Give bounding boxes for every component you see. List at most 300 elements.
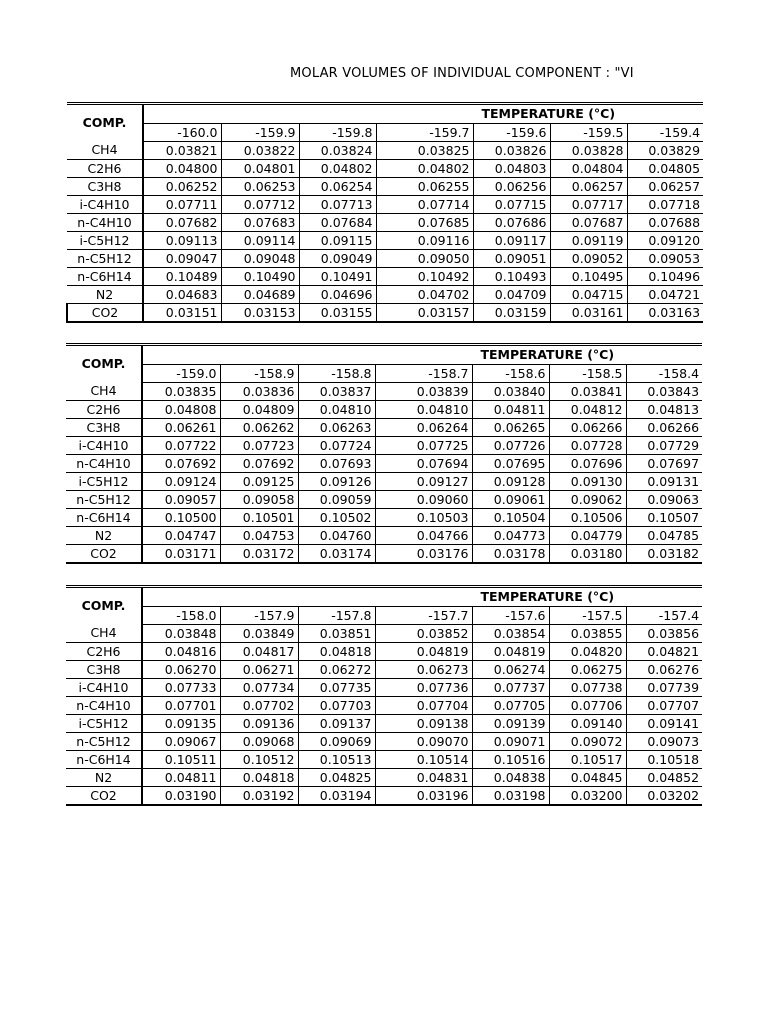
molar-volume-cell: 0.04825 — [298, 769, 375, 787]
molar-volume-cell: 0.06273 — [375, 661, 472, 679]
molar-volume-cell: 0.04838 — [472, 769, 549, 787]
temperature-cell: -159.8 — [299, 124, 376, 142]
temperature-cell: -158.0 — [142, 607, 220, 625]
component-name: n-C4H10 — [66, 697, 142, 715]
molar-volume-cell: 0.07682 — [143, 214, 221, 232]
table-row — [66, 625, 702, 643]
molar-volume-cell: 0.07712 — [221, 196, 299, 214]
molar-volume-cell: 0.03824 — [299, 142, 376, 160]
molar-volume-cell: 0.03843 — [626, 383, 702, 401]
component-name: i-C5H12 — [66, 473, 142, 491]
table-row — [67, 232, 703, 250]
table-row — [66, 545, 702, 564]
molar-volume-cell: 0.07714 — [376, 196, 473, 214]
molar-volume-cell: 0.09139 — [472, 715, 549, 733]
temperature-header: TEMPERATURE (°C) — [142, 345, 702, 365]
table-header-row — [66, 345, 702, 365]
comp-column-header: COMP. — [66, 587, 142, 625]
component-name: i-C5H12 — [67, 232, 143, 250]
molar-volume-cell: 0.07705 — [472, 697, 549, 715]
molar-volume-cell: 0.07694 — [375, 455, 472, 473]
molar-volume-cell: 0.04811 — [472, 401, 549, 419]
table-header-row — [67, 104, 703, 124]
molar-volume-cell: 0.09124 — [142, 473, 220, 491]
molar-volume-cell: 0.07695 — [472, 455, 549, 473]
molar-volume-cell: 0.03157 — [376, 304, 473, 323]
molar-volume-cell: 0.03839 — [375, 383, 472, 401]
molar-volume-cell: 0.06275 — [549, 661, 626, 679]
table-row — [66, 401, 702, 419]
molar-volume-cell: 0.04812 — [549, 401, 626, 419]
molar-volume-cell: 0.04702 — [376, 286, 473, 304]
molar-volume-cell: 0.04845 — [549, 769, 626, 787]
molar-volume-cell: 0.07733 — [142, 679, 220, 697]
molar-volume-cell: 0.07687 — [550, 214, 627, 232]
molar-volume-cell: 0.04715 — [550, 286, 627, 304]
molar-volume-cell: 0.04802 — [299, 160, 376, 178]
table-row — [67, 250, 703, 268]
molar-volume-cell: 0.06270 — [142, 661, 220, 679]
component-name: i-C4H10 — [66, 679, 142, 697]
molar-volume-table — [66, 343, 702, 564]
table-row — [67, 214, 703, 232]
molar-volume-cell: 0.03180 — [549, 545, 626, 564]
molar-volume-cell: 0.10513 — [298, 751, 375, 769]
molar-volume-cell: 0.10491 — [299, 268, 376, 286]
table-row — [66, 661, 702, 679]
temperature-cell: -159.7 — [376, 124, 473, 142]
molar-volume-cell: 0.10518 — [626, 751, 702, 769]
component-name: n-C6H14 — [66, 509, 142, 527]
table-row — [66, 473, 702, 491]
table-row — [67, 196, 703, 214]
molar-volume-cell: 0.06276 — [626, 661, 702, 679]
molar-volume-cell: 0.04831 — [375, 769, 472, 787]
molar-volume-cell: 0.06264 — [375, 419, 472, 437]
molar-volume-cell: 0.04809 — [220, 401, 298, 419]
molar-volume-cell: 0.09058 — [220, 491, 298, 509]
molar-volume-cell: 0.09130 — [549, 473, 626, 491]
table-row — [66, 715, 702, 733]
molar-volume-cell: 0.09053 — [627, 250, 703, 268]
molar-volume-cell: 0.09072 — [549, 733, 626, 751]
table-header-row — [66, 587, 702, 607]
molar-volume-cell: 0.10495 — [550, 268, 627, 286]
molar-volume-cell: 0.06257 — [627, 178, 703, 196]
molar-volume-cell: 0.07729 — [626, 437, 702, 455]
component-name: CH4 — [66, 383, 142, 401]
component-name: CO2 — [66, 787, 142, 806]
molar-volume-cell: 0.09063 — [626, 491, 702, 509]
molar-volume-cell: 0.04811 — [142, 769, 220, 787]
component-name: C2H6 — [66, 401, 142, 419]
component-name: i-C4H10 — [67, 196, 143, 214]
component-name: N2 — [67, 286, 143, 304]
molar-volume-cell: 0.06274 — [472, 661, 549, 679]
molar-volume-cell: 0.04810 — [375, 401, 472, 419]
molar-volume-cell: 0.09070 — [375, 733, 472, 751]
temperature-cell: -157.9 — [220, 607, 298, 625]
molar-volume-cell: 0.07685 — [376, 214, 473, 232]
molar-volume-cell: 0.09051 — [473, 250, 550, 268]
molar-volume-cell: 0.09069 — [298, 733, 375, 751]
table-row — [66, 769, 702, 787]
molar-volume-cell: 0.04689 — [221, 286, 299, 304]
molar-volume-cell: 0.04852 — [626, 769, 702, 787]
molar-volume-cell: 0.04709 — [473, 286, 550, 304]
molar-volume-cell: 0.09060 — [375, 491, 472, 509]
molar-volume-cell: 0.04818 — [298, 643, 375, 661]
molar-volume-cell: 0.06253 — [221, 178, 299, 196]
molar-volume-cell: 0.04816 — [142, 643, 220, 661]
molar-volume-cell: 0.04773 — [472, 527, 549, 545]
molar-volume-cell: 0.09141 — [626, 715, 702, 733]
molar-volume-cell: 0.04766 — [375, 527, 472, 545]
molar-volume-cell: 0.09115 — [299, 232, 376, 250]
molar-volume-cell: 0.03852 — [375, 625, 472, 643]
molar-volume-cell: 0.09128 — [472, 473, 549, 491]
molar-volume-cell: 0.03161 — [550, 304, 627, 323]
molar-volume-cell: 0.09126 — [298, 473, 375, 491]
molar-volume-cell: 0.07737 — [472, 679, 549, 697]
molar-volume-cell: 0.03840 — [472, 383, 549, 401]
molar-volume-cell: 0.07723 — [220, 437, 298, 455]
molar-volume-cell: 0.07735 — [298, 679, 375, 697]
molar-volume-cell: 0.10514 — [375, 751, 472, 769]
molar-volume-cell: 0.03153 — [221, 304, 299, 323]
component-name: i-C4H10 — [66, 437, 142, 455]
molar-volume-cell: 0.06261 — [142, 419, 220, 437]
molar-volume-cell: 0.10504 — [472, 509, 549, 527]
temperature-cell: -157.7 — [375, 607, 472, 625]
molar-volume-table — [66, 585, 702, 806]
table-row — [67, 304, 703, 323]
molar-volume-cell: 0.09073 — [626, 733, 702, 751]
molar-volume-cell: 0.09138 — [375, 715, 472, 733]
molar-volume-cell: 0.10500 — [142, 509, 220, 527]
component-name: CO2 — [67, 304, 143, 323]
molar-volume-cell: 0.04808 — [142, 401, 220, 419]
molar-volume-cell: 0.09050 — [376, 250, 473, 268]
component-name: C2H6 — [66, 643, 142, 661]
molar-volume-cell: 0.07728 — [549, 437, 626, 455]
molar-volume-cell: 0.09114 — [221, 232, 299, 250]
molar-volume-cell: 0.07707 — [626, 697, 702, 715]
molar-volume-cell: 0.03821 — [143, 142, 221, 160]
temperature-row — [66, 607, 702, 625]
molar-volume-cell: 0.10517 — [549, 751, 626, 769]
molar-volume-cell: 0.09137 — [298, 715, 375, 733]
molar-volume-cell: 0.07724 — [298, 437, 375, 455]
molar-volume-cell: 0.04802 — [376, 160, 473, 178]
table-row — [66, 733, 702, 751]
molar-volume-cell: 0.09068 — [220, 733, 298, 751]
molar-volume-cell: 0.07693 — [298, 455, 375, 473]
temperature-header: TEMPERATURE (°C) — [143, 104, 703, 124]
temperature-cell: -160.0 — [143, 124, 221, 142]
table-row — [66, 697, 702, 715]
molar-volume-cell: 0.04801 — [221, 160, 299, 178]
molar-volume-cell: 0.03178 — [472, 545, 549, 564]
temperature-cell: -159.9 — [221, 124, 299, 142]
molar-volume-cell: 0.04683 — [143, 286, 221, 304]
temperature-row — [67, 124, 703, 142]
molar-volume-cell: 0.09113 — [143, 232, 221, 250]
molar-volume-cell: 0.09062 — [549, 491, 626, 509]
molar-volume-cell: 0.03828 — [550, 142, 627, 160]
molar-volume-cell: 0.07726 — [472, 437, 549, 455]
table-row — [67, 160, 703, 178]
molar-volume-cell: 0.03826 — [473, 142, 550, 160]
molar-volume-cell: 0.07697 — [626, 455, 702, 473]
molar-volume-cell: 0.06256 — [473, 178, 550, 196]
table-row — [66, 527, 702, 545]
table-row — [66, 787, 702, 806]
molar-volume-cell: 0.07684 — [299, 214, 376, 232]
molar-volume-cell: 0.09052 — [550, 250, 627, 268]
molar-volume-cell: 0.07738 — [549, 679, 626, 697]
molar-volume-cell: 0.09067 — [142, 733, 220, 751]
temperature-cell: -158.6 — [472, 365, 549, 383]
molar-volume-cell: 0.07711 — [143, 196, 221, 214]
molar-volume-cell: 0.04747 — [142, 527, 220, 545]
molar-volume-cell: 0.07706 — [549, 697, 626, 715]
molar-volume-cell: 0.04804 — [550, 160, 627, 178]
molar-volume-cell: 0.04753 — [220, 527, 298, 545]
temperature-cell: -158.4 — [626, 365, 702, 383]
molar-volume-cell: 0.04818 — [220, 769, 298, 787]
component-name: n-C4H10 — [67, 214, 143, 232]
molar-volume-cell: 0.07713 — [299, 196, 376, 214]
component-name: N2 — [66, 769, 142, 787]
temperature-header: TEMPERATURE (°C) — [142, 587, 702, 607]
molar-volume-cell: 0.04696 — [299, 286, 376, 304]
table-row — [66, 419, 702, 437]
molar-volume-cell: 0.06266 — [626, 419, 702, 437]
molar-volume-cell: 0.07704 — [375, 697, 472, 715]
molar-volume-cell: 0.03848 — [142, 625, 220, 643]
molar-volume-cell: 0.09061 — [472, 491, 549, 509]
molar-volume-cell: 0.03171 — [142, 545, 220, 564]
molar-volume-cell: 0.09048 — [221, 250, 299, 268]
molar-volume-cell: 0.04810 — [298, 401, 375, 419]
molar-volume-cell: 0.03182 — [626, 545, 702, 564]
molar-volume-cell: 0.04800 — [143, 160, 221, 178]
table-row — [66, 751, 702, 769]
molar-volume-cell: 0.03176 — [375, 545, 472, 564]
table-row — [66, 383, 702, 401]
molar-volume-cell: 0.09049 — [299, 250, 376, 268]
molar-volume-cell: 0.07715 — [473, 196, 550, 214]
molar-volume-cell: 0.04785 — [626, 527, 702, 545]
temperature-cell: -157.8 — [298, 607, 375, 625]
component-name: n-C4H10 — [66, 455, 142, 473]
molar-volume-cell: 0.09059 — [298, 491, 375, 509]
molar-volume-cell: 0.07718 — [627, 196, 703, 214]
molar-volume-cell: 0.10493 — [473, 268, 550, 286]
comp-column-header: COMP. — [66, 345, 142, 383]
molar-volume-cell: 0.04817 — [220, 643, 298, 661]
molar-volume-cell: 0.03837 — [298, 383, 375, 401]
temperature-row — [66, 365, 702, 383]
molar-volume-cell: 0.03849 — [220, 625, 298, 643]
molar-volume-cell: 0.07701 — [142, 697, 220, 715]
molar-volume-cell: 0.04760 — [298, 527, 375, 545]
molar-volume-cell: 0.03194 — [298, 787, 375, 806]
molar-volume-cell: 0.06266 — [549, 419, 626, 437]
temperature-cell: -157.5 — [549, 607, 626, 625]
table-row — [67, 286, 703, 304]
molar-volume-cell: 0.07725 — [375, 437, 472, 455]
molar-volume-table — [66, 102, 703, 323]
molar-volume-cell: 0.09120 — [627, 232, 703, 250]
molar-volume-cell: 0.09136 — [220, 715, 298, 733]
component-name: n-C5H12 — [66, 733, 142, 751]
molar-volume-cell: 0.04803 — [473, 160, 550, 178]
component-name: n-C6H14 — [66, 751, 142, 769]
table-row — [67, 142, 703, 160]
molar-volume-cell: 0.10496 — [627, 268, 703, 286]
table-row — [66, 509, 702, 527]
molar-volume-cell: 0.04805 — [627, 160, 703, 178]
component-name: n-C5H12 — [66, 491, 142, 509]
molar-volume-cell: 0.03190 — [142, 787, 220, 806]
molar-volume-cell: 0.10506 — [549, 509, 626, 527]
molar-volume-cell: 0.10512 — [220, 751, 298, 769]
temperature-cell: -159.6 — [473, 124, 550, 142]
molar-volume-cell: 0.09135 — [142, 715, 220, 733]
molar-volume-cell: 0.06272 — [298, 661, 375, 679]
molar-volume-cell: 0.09131 — [626, 473, 702, 491]
molar-volume-cell: 0.06265 — [472, 419, 549, 437]
comp-column-header: COMP. — [67, 104, 143, 142]
molar-volume-cell: 0.03841 — [549, 383, 626, 401]
molar-volume-cell: 0.09047 — [143, 250, 221, 268]
molar-volume-cell: 0.10492 — [376, 268, 473, 286]
molar-volume-cell: 0.06254 — [299, 178, 376, 196]
component-name: CO2 — [66, 545, 142, 564]
component-name: C3H8 — [67, 178, 143, 196]
component-name: CH4 — [66, 625, 142, 643]
molar-volume-cell: 0.03829 — [627, 142, 703, 160]
molar-volume-cell: 0.03159 — [473, 304, 550, 323]
temperature-cell: -158.5 — [549, 365, 626, 383]
temperature-cell: -159.0 — [142, 365, 220, 383]
component-name: C3H8 — [66, 661, 142, 679]
molar-volume-cell: 0.10516 — [472, 751, 549, 769]
molar-volume-cell: 0.06255 — [376, 178, 473, 196]
molar-volume-cell: 0.07722 — [142, 437, 220, 455]
table-row — [67, 268, 703, 286]
molar-volume-cell: 0.10502 — [298, 509, 375, 527]
table-row — [67, 178, 703, 196]
molar-volume-cell: 0.09057 — [142, 491, 220, 509]
molar-volume-cell: 0.03855 — [549, 625, 626, 643]
molar-volume-cell: 0.04820 — [549, 643, 626, 661]
temperature-cell: -157.6 — [472, 607, 549, 625]
molar-volume-cell: 0.04813 — [626, 401, 702, 419]
molar-volume-cell: 0.10503 — [375, 509, 472, 527]
molar-volume-cell: 0.09125 — [220, 473, 298, 491]
molar-volume-cell: 0.06252 — [143, 178, 221, 196]
molar-volume-cell: 0.09116 — [376, 232, 473, 250]
temperature-cell: -158.9 — [220, 365, 298, 383]
component-name: i-C5H12 — [66, 715, 142, 733]
temperature-cell: -158.8 — [298, 365, 375, 383]
molar-volume-cell: 0.09127 — [375, 473, 472, 491]
table-row — [66, 491, 702, 509]
component-name: CH4 — [67, 142, 143, 160]
temperature-cell: -159.5 — [550, 124, 627, 142]
molar-volume-cell: 0.07734 — [220, 679, 298, 697]
temperature-cell: -157.4 — [626, 607, 702, 625]
molar-volume-cell: 0.04721 — [627, 286, 703, 304]
molar-volume-cell: 0.04819 — [472, 643, 549, 661]
table-row — [66, 679, 702, 697]
molar-volume-cell: 0.10511 — [142, 751, 220, 769]
molar-volume-cell: 0.07683 — [221, 214, 299, 232]
component-name: n-C6H14 — [67, 268, 143, 286]
temperature-cell: -158.7 — [375, 365, 472, 383]
molar-volume-cell: 0.03854 — [472, 625, 549, 643]
molar-volume-cell: 0.04821 — [626, 643, 702, 661]
component-name: C2H6 — [67, 160, 143, 178]
temperature-cell: -159.4 — [627, 124, 703, 142]
molar-volume-cell: 0.03155 — [299, 304, 376, 323]
molar-volume-cell: 0.07692 — [142, 455, 220, 473]
molar-volume-cell: 0.03835 — [142, 383, 220, 401]
molar-volume-cell: 0.06271 — [220, 661, 298, 679]
molar-volume-cell: 0.07688 — [627, 214, 703, 232]
molar-volume-cell: 0.03856 — [626, 625, 702, 643]
molar-volume-cell: 0.03825 — [376, 142, 473, 160]
molar-volume-cell: 0.10489 — [143, 268, 221, 286]
molar-volume-cell: 0.04819 — [375, 643, 472, 661]
component-name: C3H8 — [66, 419, 142, 437]
molar-volume-cell: 0.06257 — [550, 178, 627, 196]
molar-volume-cell: 0.07739 — [626, 679, 702, 697]
molar-volume-cell: 0.10490 — [221, 268, 299, 286]
molar-volume-cell: 0.09117 — [473, 232, 550, 250]
molar-volume-cell: 0.03192 — [220, 787, 298, 806]
molar-volume-cell: 0.09119 — [550, 232, 627, 250]
molar-volume-cell: 0.10501 — [220, 509, 298, 527]
molar-volume-cell: 0.03174 — [298, 545, 375, 564]
molar-volume-cell: 0.03200 — [549, 787, 626, 806]
molar-volume-cell: 0.07686 — [473, 214, 550, 232]
molar-volume-cell: 0.03196 — [375, 787, 472, 806]
molar-volume-cell: 0.03202 — [626, 787, 702, 806]
page-title: MOLAR VOLUMES OF INDIVIDUAL COMPONENT : "VI — [290, 66, 634, 81]
molar-volume-cell: 0.03163 — [627, 304, 703, 323]
molar-volume-cell: 0.09071 — [472, 733, 549, 751]
molar-volume-cell: 0.03851 — [298, 625, 375, 643]
component-name: N2 — [66, 527, 142, 545]
molar-volume-cell: 0.06263 — [298, 419, 375, 437]
molar-volume-cell: 0.09140 — [549, 715, 626, 733]
molar-volume-cell: 0.03198 — [472, 787, 549, 806]
molar-volume-cell: 0.07736 — [375, 679, 472, 697]
molar-volume-cell: 0.07692 — [220, 455, 298, 473]
molar-volume-cell: 0.06262 — [220, 419, 298, 437]
component-name: n-C5H12 — [67, 250, 143, 268]
molar-volume-cell: 0.07717 — [550, 196, 627, 214]
molar-volume-cell: 0.03151 — [143, 304, 221, 323]
molar-volume-cell: 0.04779 — [549, 527, 626, 545]
molar-volume-cell: 0.07702 — [220, 697, 298, 715]
table-row — [66, 455, 702, 473]
molar-volume-cell: 0.07703 — [298, 697, 375, 715]
